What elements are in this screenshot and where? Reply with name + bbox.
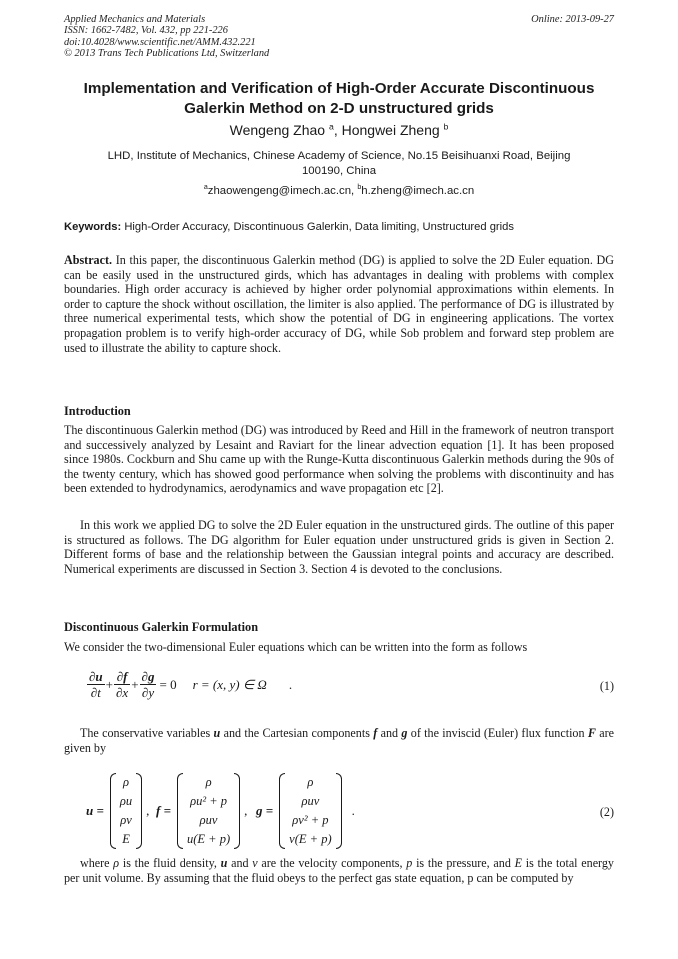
vector-f: f = ρ ρu² + p ρuv u(E + p) ,	[156, 773, 247, 849]
author-name: Wengeng Zhao	[229, 122, 326, 138]
vector-g: g = ρ ρuv ρv² + p v(E + p) .	[256, 773, 355, 849]
online-date: Online: 2013-09-27	[531, 14, 614, 25]
vector-u: u = ρ ρu ρv E ,	[86, 773, 149, 849]
body-paragraph: In this work we applied DG to solve the 2D Euler equation in the unstructured girds. The outline of this paper is structured as follows. The DG algorithm for Euler equation under unstructured grids is given in Section 2. Different forms of base and the relationship between the Gaussian integral points and accuracy are described. Numerical experiments are discussed in Section 3. Section 4 is devoted to the conclusions.	[64, 518, 614, 576]
equation-number: (2)	[599, 805, 614, 819]
keywords	[64, 220, 624, 234]
abstract-text: In this paper, the discontinuous Galerkin method (DG) is applied to solve the 2D Euler equation. DG can be easily used in the unstructured girds, which has advantages in dealing with problems with complex boundaries. High order accuracy is achieved by higher order polynomial approximations within elements. In order to capture the shock without oscillation, the limiter is also applied. The performance of DG is illustrated by three numerical experimental tests, which show the potential of DG in engineering applications. The vortex propagation problem is to verify high-order accuracy of DG, while Sob problem and forward step problem are used to illustrate the ability to capture shock.	[64, 253, 614, 355]
equation-1: $\frac{\partial u}{\partial t}$ + $\frac{\partial f}{\partial x}$ + $\frac{\partial g}{\partial y}$ = 0 r = (x, y) ∈ Ω . (1)	[89, 669, 614, 700]
author-list: Wengeng Zhao $^a$, Hongwei Zheng $^b$	[229, 121, 449, 138]
body-paragraph: The conservative variables u and the Cartesian components f and g of the inviscid (Euler) flux function F are given by	[64, 726, 615, 755]
keywords-text: High-Order Accuracy, Discontinuous Galerkin, Data limiting, Unstructured grids	[124, 221, 514, 233]
domain-def: r = (x, y) ∈ Ω	[192, 676, 267, 692]
body-paragraph: We consider the two-dimensional Euler equations which can be written into the form as follows	[64, 640, 528, 654]
abstract	[64, 253, 614, 355]
copyright-line: © 2013 Trans Tech Publications Ltd, Switzerland	[64, 48, 270, 60]
affiliation-line-2: 100190, China	[301, 164, 377, 177]
fraction: $\frac{\partial f}{\partial x}$	[116, 669, 129, 700]
eq-rhs: = 0	[159, 676, 177, 692]
keywords-label: Keywords:	[64, 221, 122, 233]
affiliation-line-1: LHD, Institute of Mechanics, Chinese Academy of Science, No.15 Beisihuanxi Road, Beijing	[107, 150, 571, 162]
email-address: h.zheng@imech.ac.cn	[361, 185, 475, 197]
paper-title	[40, 79, 638, 119]
section-heading: Discontinuous Galerkin Formulation	[64, 620, 259, 634]
email-sup: b	[357, 184, 362, 192]
equation-number: (1)	[599, 679, 614, 693]
title-line-1: Implementation and Verification of High-Order Accurate Discontinuous	[83, 80, 595, 97]
column-vector: ρ ρuv ρv² + p v(E + p)	[279, 773, 341, 849]
journal-name: Applied Mechanics and Materials	[64, 14, 206, 25]
author-name: Hongwei Zheng	[341, 122, 440, 138]
issn-line: ISSN: 1662-7482, Vol. 432, pp 221-226	[64, 25, 228, 37]
email-address: zhaowengeng@imech.ac.cn	[207, 185, 352, 197]
fraction: $\frac{\partial u}{\partial t}$	[89, 669, 103, 700]
author-sup: b	[443, 121, 449, 132]
email-line: $^a$zhaowengeng@imech.ac.cn, $^b$h.zheng@imech.ac.cn	[203, 184, 475, 197]
email-sup: a	[203, 184, 208, 192]
title-line-2: Galerkin Method on 2-D unstructured grids	[184, 100, 494, 117]
affiliation	[80, 149, 598, 178]
equation-2	[64, 773, 614, 853]
body-paragraph: The discontinuous Galerkin method (DG) was introduced by Reed and Hill in the framework of neutron transport and successively analyzed by Lesaint and Raviart for the linear advection equation [1]. It has been proposed since 1980s. Cockburn and Shu came up with the Runge-Kutta discontinuous Galerkin methods during the 90s of the twenty century, which has showed good performance when solving the problems with discontinuity and has been extended to hydrodynamics, aerodynamics and wave propagation etc [2].	[64, 423, 614, 496]
section-heading: Introduction	[64, 404, 131, 418]
fraction: $\frac{\partial g}{\partial y}$	[141, 669, 155, 700]
column-vector: ρ ρu ρv E	[110, 773, 142, 849]
doi-line: doi:10.4028/www.scientific.net/AMM.432.221	[64, 36, 256, 48]
column-vector: ρ ρu² + p ρuv u(E + p)	[177, 773, 240, 849]
abstract-label: Abstract.	[64, 253, 113, 267]
journal-header	[64, 14, 364, 60]
author-sup: a	[328, 121, 334, 132]
body-paragraph: where ρ is the fluid density, u and v are the velocity components, p is the pressure, and E is the total energy per unit volume. By assuming that the fluid obeys to the perfect gas state equation, p can be computed by	[64, 856, 614, 885]
